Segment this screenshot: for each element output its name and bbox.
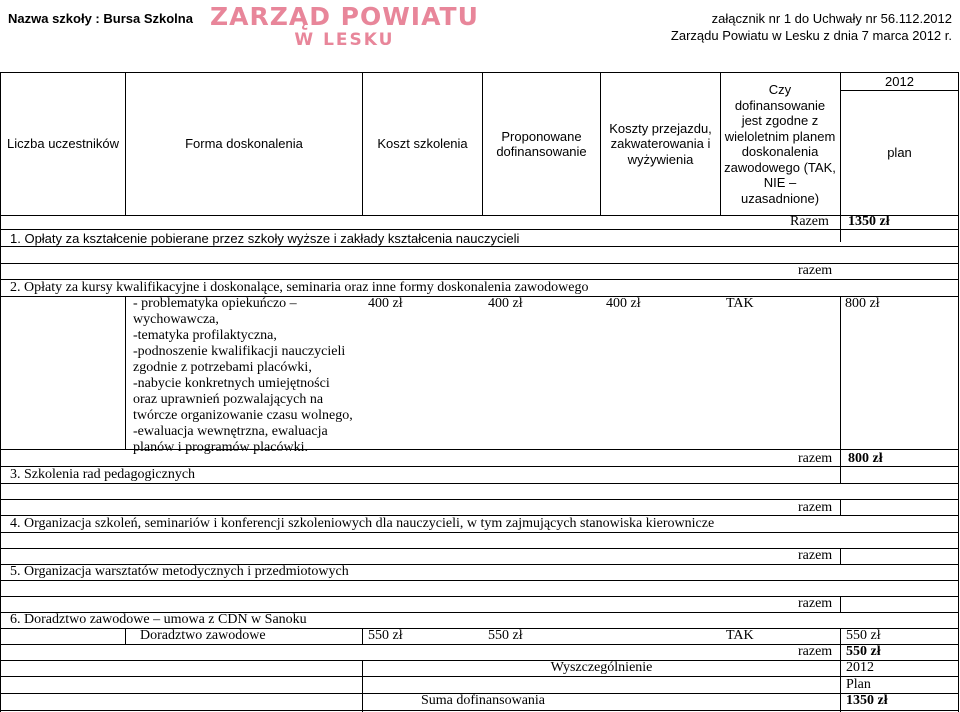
s2-form-description [133,296,353,456]
s2-travel: 400 zł [606,296,641,311]
s4-total-label: razem [798,500,833,515]
summary-detail-value: 2012 [846,660,874,675]
s1-total-label: Razem [790,214,829,229]
summary-plan: Plan [846,677,871,692]
s6-plan: 550 zł [846,628,881,643]
school-name: Nazwa szkoły : Bursa Szkolna [8,11,193,26]
col-year: 2012 [885,73,914,89]
s2-form-line: oraz uprawnień pozwalających na [133,392,324,407]
s5-total-label: razem [798,548,833,563]
s1-title: 1. Opłaty za kształcenie pobierane przez szkoły wyższe i zakłady kształcenia nauczycieli [10,231,520,246]
s2-total-label: razem [798,263,833,278]
s3-total-value: 800 zł [848,451,883,466]
annex-line-2: Zarządu Powiatu w Lesku z dnia 7 marca 2012 r. [670,28,952,43]
logo-line-2: W LESKU [294,30,395,50]
s2-proposed: 400 zł [488,296,523,311]
s6-sum-label: razem [798,644,833,659]
s6-cost: 550 zł [368,628,403,643]
s2-compliant: TAK [726,296,754,311]
s6-form: Doradztwo zawodowe [140,628,266,643]
s2-form-line: -podnoszenie kwalifikacji nauczycieli [133,344,346,359]
logo-line-1: ZARZĄD POWIATU [210,2,479,31]
s6-compliant: TAK [726,628,754,643]
col-proposed: Proponowane dofinansowanie [496,128,587,159]
s6-title: 6. Doradztwo zawodowe – umowa z CDN w Sanoku [10,612,307,627]
annex-note [671,10,952,44]
col-participants: Liczba uczestników [7,136,119,152]
summary-sum-value: 1350 zł [846,693,888,708]
s5-title: 5. Organizacja warsztatów metodycznych i przedmiotowych [10,564,349,579]
s4-title: 4. Organizacja szkoleń, seminariów i konferencji szkoleniowych dla nauczycieli, w tym zajmujących stanowiska kierownicze [10,516,715,531]
s2-cost: 400 zł [368,296,403,311]
s6-total-label: razem [798,596,833,611]
s2-form-line: -tematyka profilaktyczna, [133,328,277,343]
summary-detail-label: Wyszczególnienie [550,660,653,675]
s6-proposed: 550 zł [488,628,523,643]
s3-title: 3. Szkolenia rad pedagogicznych [10,467,196,482]
summary-sum-label: Suma dofinansowania [420,693,546,708]
col-cost: Koszt szkolenia [377,136,468,152]
s2-title: 2. Opłaty za kursy kwalifikacyjne i doskonalące, seminaria oraz inne formy doskonalenia zawodowego [10,280,589,295]
s2-form-line: twórcze organizowanie czasu wolnego, [133,408,353,423]
s2-form-line: -ewaluacja wewnętrzna, ewaluacja [133,424,328,439]
s2-form-line: -nabycie konkretnych umiejętności [133,376,330,391]
s6-sum-value: 550 zł [846,644,881,659]
col-travel: Koszty przejazdu, zakwaterowania i wyżywienia [609,120,712,167]
s1-total-value: 1350 zł [848,214,890,229]
annex-line-1: załącznik nr 1 do Uchwały nr 56.112.2012 [711,11,952,26]
col-plan: plan [887,145,912,161]
s2-plan: 800 zł [845,296,880,311]
s2-form-line: planów i programów placówki. [133,440,308,455]
district-logo [210,4,479,49]
s2-form-line: wychowawcza, [133,312,219,327]
col-form: Forma doskonalenia [185,136,303,152]
s2-form-line: zgodnie z potrzebami placówki, [133,360,312,375]
s2-form-line: - problematyka opiekuńczo – [133,296,297,311]
col-compliant: Czy dofinansowanie jest zgodne z wieloletnim planem doskonalenia zawodowego (TAK, NIE – uzasadnione) [724,82,836,206]
s3-total-label: razem [798,451,833,466]
